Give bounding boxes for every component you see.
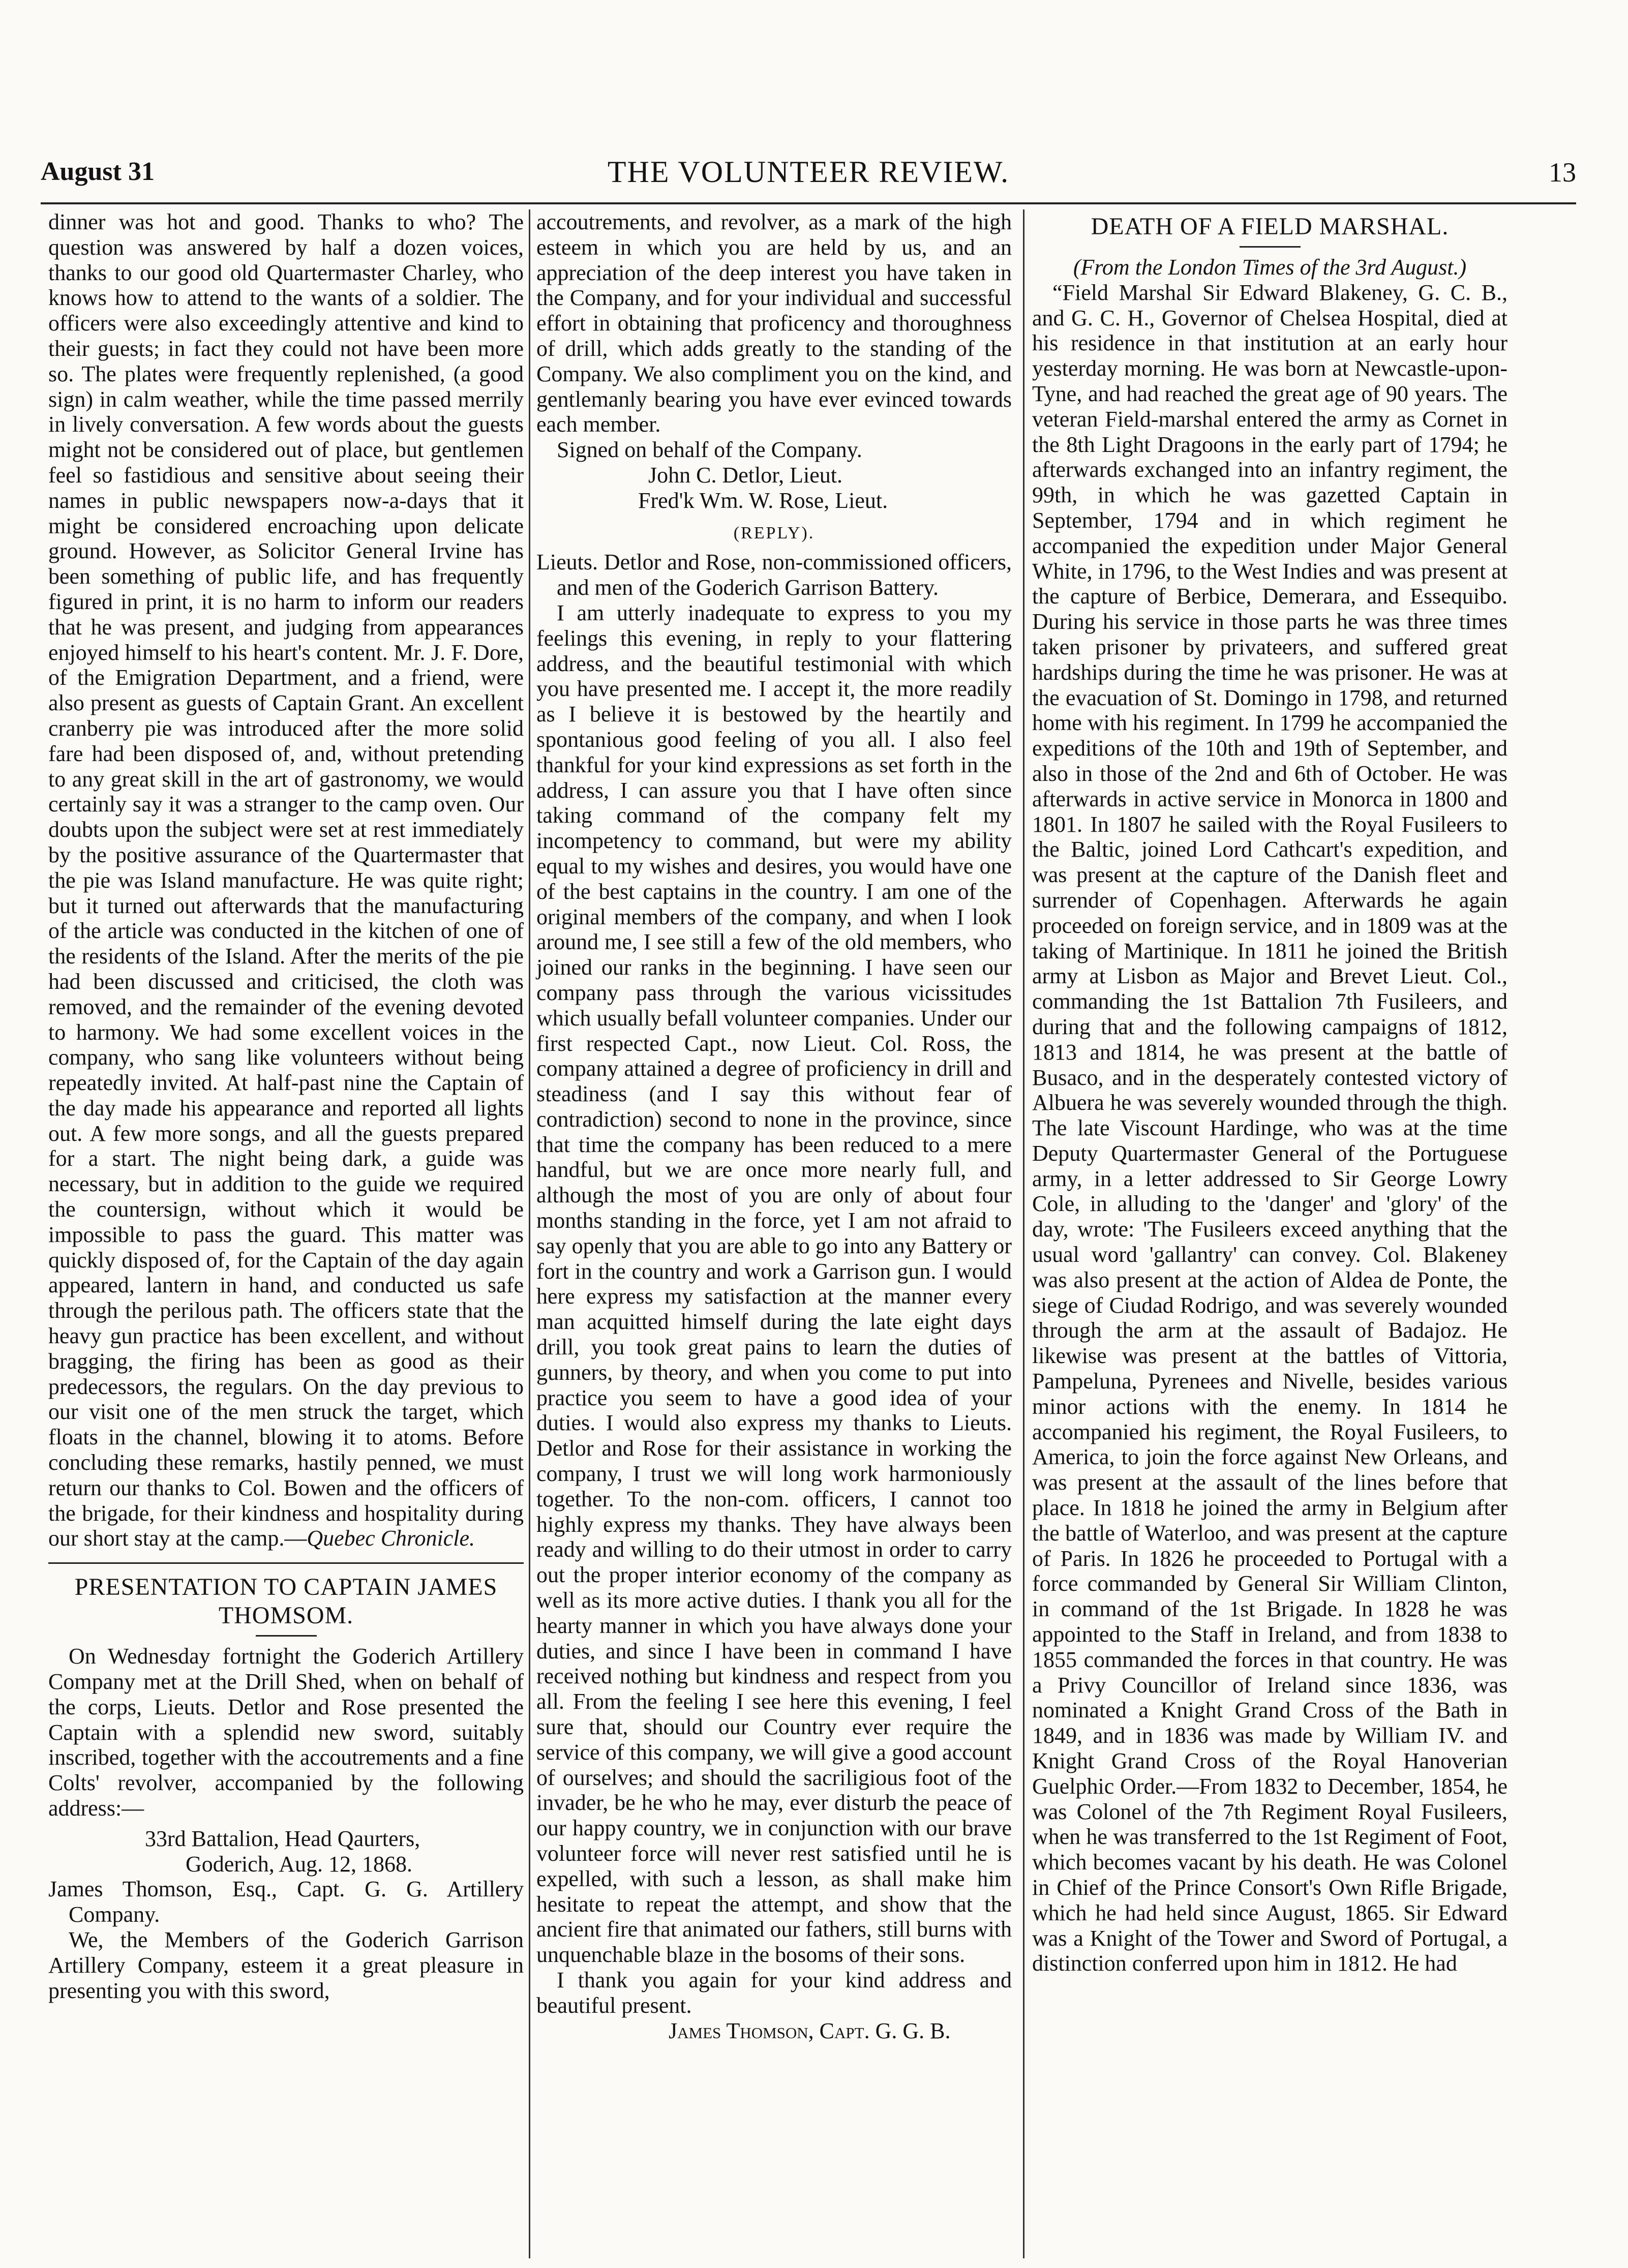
camp-article-source: Quebec Chronicle. bbox=[307, 1526, 475, 1551]
column-3 bbox=[1032, 209, 1508, 1976]
page-header bbox=[41, 153, 1576, 198]
camp-article-text bbox=[48, 209, 524, 1551]
column-2 bbox=[536, 209, 1012, 2043]
presentation-intro: On Wednesday fortnight the Goderich Artillery Company met at the Drill Shed, when on behalf of the corps, Lieuts. Detlor and Rose presented the Captain with a splendid new sword, suitably inscribed, together with the accoutrements and a fine Colts' revolver, accompanied by the following address:— bbox=[48, 1644, 524, 1821]
presentation-heading: PRESENTATION TO CAPTAIN JAMES THOMSOM. bbox=[74, 1574, 498, 1629]
address-recipient: James Thomson, Esq., Capt. G. G. Artillery Company. bbox=[48, 1877, 524, 1927]
field-marshal-body: “Field Marshal Sir Edward Blakeney, G. C. B., and G. C. H., Governor of Chelsea Hospital, died at his residence in that institution at an early hour yesterday morning. He was born at Newcastle-upon-Tyne, and had reached the great age of 90 years. The veteran Field-marshal entered the army as Cornet in the 8th Light Dragoons in the early part of 1794; he afterwards exchanged into an infantry regiment, the 99th, in which he was gazetted Captain in September, 1794 and in which regiment he accompanied the expedition under Major General White, in 1796, to the West Indies and was present at the capture of Berbice, Demerara, and Essequibo. During his service in those parts he was three times taken prisoner by privateers, and suffered great hardships during the time he was prisoner. He was at the evacuation of St. Domingo in 1798, and returned home with his regiment. In 1799 he accompanied the expeditions of the 10th and 19th of September, and also in those of the 2nd and 6th of October. He was afterwards in active service in Monorca in 1800 and 1801. In 1807 he sailed with the Royal Fusileers to the Baltic, joined Lord Cathcart's expedition, and was present at the capture of the Danish fleet and surrender of Copenhagen. Afterwards he again proceeded on foreign service, and in 1809 was at the taking of Martinique. In 1811 he joined the British army at Lisbon as Major and Brevet Lieut. Col., commanding the 1st Battalion 7th Fusileers, and during that and the following campaigns of 1812, 1813 and 1814, he was present at the battle of Busaco, and in the desperately contested victory of Albuera he was severely wounded through the thigh. The late Viscount Hardinge, who was at the time Deputy Quartermaster General of the Portuguese army, in a letter addressed to Sir George Lowry Cole, in alluding to the 'danger' and 'glory' of the day, wrote: 'The Fusileers exceed anything that the usual word 'gallantry' can convey. Col. Blakeney was also present at the action of Aldea de Ponte, the siege of Ciudad Rodrigo, and was severely wounded through the arm at the assault of Badajoz. He likewise was present at the battles of Vittoria, Pampeluna, Pyrenees and Nivelle, besides various minor actions with the enemy. In 1814 he accompanied his regiment, the Royal Fusileers, to America, to join the force against New Orleans, and was present at the assault of the lines before that place. In 1818 he joined the army in Belgium after the battle of Waterloo, and was present at the capture of Paris. In 1826 he proceeded to Portugal with a force commanded by General Sir William Clinton, in command of the 1st Brigade. In 1828 he was appointed to the Staff in Ireland, and from 1838 to 1855 commanded the forces in that country. He was a Privy Councillor of Ireland since 1836, was nominated a Knight Grand Cross of the Bath in 1849, and in 1836 was made by William IV. and Knight Grand Cross of the Royal Hanoverian Guelphic Order.—From 1832 to December, 1854, he was Colonel of the 7th Regiment Royal Fusileers, when he was transferred to the 1st Regiment of Foot, which becomes vacant by his death. He was Colonel in Chief of the Prince Consort's Own Rifle Brigade, which he had held since August, 1865. Sir Edward was a Knight of the Tower and Sword of Portugal, a distinction conferred upon him in 1812. He had bbox=[1032, 280, 1508, 1976]
reply-body: I am utterly inadequate to express to you my feelings this evening, in reply to your flattering address, and the beautiful testimonial with which you have presented me. I accept it, the more readily as I believe it is bestowed by the heartily and spontanious good feeling of you all. I also feel thankful for your kind expressions as set forth in the address, I can assure you that I have often since taking command of the company felt my incompetency to command, but were my ability equal to my wishes and desires, you would have one of the best captains in the country. I am one of the original members of the company, and when I look around me, I see still a few of the old members, who joined our ranks in the beginning. I have seen our company pass through the various vicissitudes which usually befall volunteer companies. Under our first respected Capt., now Lieut. Col. Ross, the company attained a degree of proficiency in drill and steadiness (and I say this without fear of contradiction) second to none in the province, since that time the company has been reduced to a mere handful, but we are once more nearly full, and although the most of you are only of about four months standing in the force, yet I am not afraid to say openly that you are able to go into any Battery or fort in the country and work a Garrison gun. I would here express my satisfaction at the manner every man acquitted himself during the late eight days drill, you took great pains to learn the duties of gunners, by theory, and when you come to put into practice you seem to have a good idea of your duties. I would also express my thanks to Lieuts. Detlor and Rose for their assistance in working the company, I trust we will long work harmoniously together. To the non-com. officers, I cannot too highly express my thanks. They have always been ready and willing to do their utmost in order to carry out the proper interior economy of the company as well as its more active duties. I thank you all for the hearty manner in which you have always done your duties, and since I have been in command I have received nothing but kindness and respect from you all. From the feeling I see here this evening, I feel sure that, should our Country ever require the service of this company, we will give a good account of ourselves; and should the sacriligious foot of the invader, be he who he may, ever disturb the peace of our happy country, we in conjunction with our brave volunteer force will never rest satisfied until he is expelled, with such a lesson, as shall make him hesitate to repeat the attempt, and show that the ancient fire that animated our fathers, still burns with unquenchable blaze in the bosoms of their sons. bbox=[536, 600, 1012, 1968]
header-rule bbox=[41, 202, 1576, 204]
reply-heading: (REPLY). bbox=[733, 523, 815, 542]
reply-salutation: Lieuts. Detlor and Rose, non-commissioned officers, and men of the Goderich Garrison Battery. bbox=[536, 550, 1012, 600]
reply-closing: I thank you again for your kind address and beautiful present. bbox=[536, 1967, 1012, 2018]
signed-line: Signed on behalf of the Company. bbox=[557, 437, 862, 463]
address-body-continued: accoutrements, and revolver, as a mark of the high esteem in which you are held by us, and an appreciation of the deep interest you have taken in the Company, and for your individual and successful effort in obtaining that proficency and thoroughness of drill, which adds greatly to the standing of the Company. We also compliment you on the kind, and gentlemanly bearing you have ever evinced towards each member. bbox=[536, 209, 1012, 437]
header-page-number: 13 bbox=[1549, 157, 1576, 188]
column-1 bbox=[48, 209, 524, 2003]
signature-rose: Fred'k Wm. W. Rose, Lieut. bbox=[638, 488, 888, 513]
article-divider bbox=[48, 1562, 524, 1564]
column-divider-2 bbox=[1023, 209, 1024, 2258]
heading-rule bbox=[256, 1635, 317, 1637]
camp-article-body: dinner was hot and good. Thanks to who? The question was answered by half a dozen voices, thanks to our good old Quartermaster Charley, who knows how to attend to the wants of a soldier. The officers were also exceedingly attentive and kind to their guests; in fact they could not have been more so. The plates were frequently replenished, (a good sign) in calm weather, while the time passed merrily in lively conversation. A few words about the guests might not be considered out of place, but gentlemen feel so fastidious and sensitive about seeing their names in public newspapers now-a-days that it might be considered encroaching upon delicate ground. However, as Solicitor General Irvine has been something of public life, and has frequently figured in print, it is no harm to inform our readers that he was present, and judging from appearances enjoyed himself to his heart's content. Mr. J. F. Dore, of the Emigration Department, and a friend, were also present as guests of Captain Grant. An excellent cranberry pie was introduced after the more solid fare had been disposed of, and, without pretending to any great skill in the art of gastronomy, we would certainly say it was a stranger to the camp oven. Our doubts upon the subject were set at rest immediately by the positive assurance of the Quartermaster that the pie was Island manufacture. He was quite right; but it turned out afterwards that the manufacturing of the article was conducted in the kitchen of one of the residents of the Island. After the merits of the pie had been discussed and criticised, the cloth was removed, and the remainder of the evening devoted to harmony. We had some excellent voices in the company, who sang like volunteers without being repeatedly invited. At half-past nine the Captain of the day made his appearance and reported all lights out. A few more songs, and all the guests prepared for a start. The night being dark, a guide was necessary, but in addition to the guide we required the countersign, without which it would be impossible to pass the guard. This matter was quickly disposed of, for the Captain of the day again appeared, lantern in hand, and conducted us safe through the perilous path. The officers state that the heavy gun practice has been excellent, and without bragging, the firing has been as good as their predecessors, the regulars. On the day previous to our visit one of the men struck the target, which floats in the channel, blowing it to atoms. Before concluding these remarks, hastily penned, we must return our thanks to Col. Bowen and the officers of the brigade, for their kindness and hospitality during our short stay at the camp.— bbox=[48, 209, 524, 1551]
reply-signature: James Thomson, Capt. G. G. B. bbox=[669, 2018, 951, 2043]
heading-rule-2 bbox=[1240, 246, 1301, 248]
column-divider-1 bbox=[529, 209, 530, 2258]
address-line-2: Goderich, Aug. 12, 1868. bbox=[186, 1851, 413, 1877]
field-marshal-heading: DEATH OF A FIELD MARSHAL. bbox=[1091, 213, 1449, 240]
header-title: THE VOLUNTEER REVIEW. bbox=[607, 155, 1010, 189]
address-line-1: 33rd Battalion, Head Qaurters, bbox=[145, 1826, 420, 1851]
field-marshal-source: (From the London Times of the 3rd August.) bbox=[1073, 255, 1467, 280]
address-body-start: We, the Members of the Goderich Garrison Artillery Company, esteem it a great pleasure in presenting you with this sword, bbox=[48, 1927, 524, 2003]
signature-detlor: John C. Detlor, Lieut. bbox=[648, 462, 842, 488]
header-date: August 31 bbox=[41, 157, 155, 186]
